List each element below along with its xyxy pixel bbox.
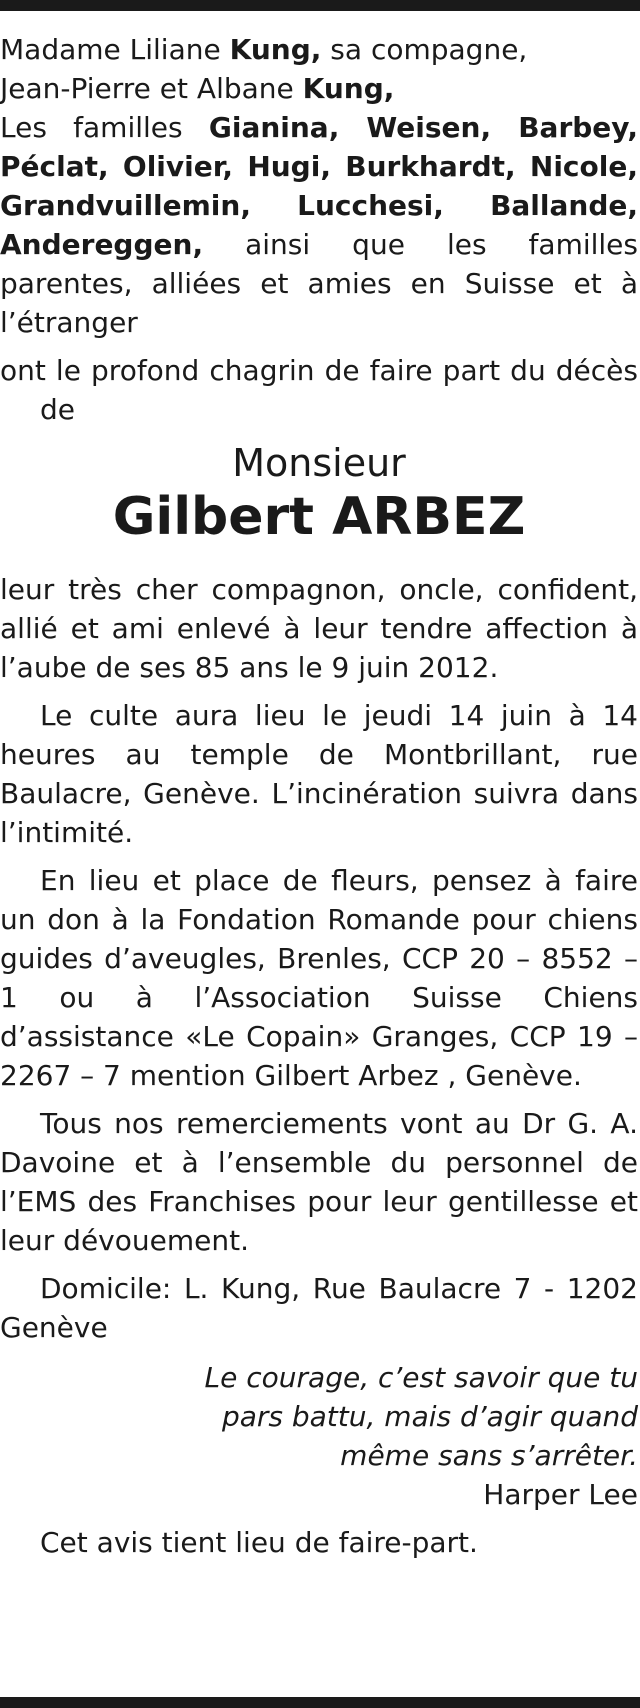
donations-paragraph: En lieu et place de fleurs, pensez à faire un don à la Fondation Romande pour chiens guides d’aveugles, Brenles, CCP 20 – 8552 – 1 ou à l’Association Suisse Chiens d’assistance «Le Copain» Granges, CCP 19 – 2267 – 7 mention Gilbert Arbez , Genève. xyxy=(0,864,638,1092)
top-border-rule xyxy=(0,0,640,11)
surname-bold: Kung, xyxy=(302,72,395,105)
quote-author: Harper Lee xyxy=(483,1478,638,1511)
bottom-border-rule xyxy=(0,1697,640,1708)
honorific-title: Monsieur xyxy=(232,441,406,485)
closing-line: Cet avis tient lieu de faire-part. xyxy=(40,1526,478,1559)
service-paragraph: Le culte aura lieu le jeudi 14 juin à 14 heures au temple de Montbrillant, rue Baulacre, Genève. L’incinération suivra dans l’intimité. xyxy=(0,699,638,849)
deceased-name: Gilbert ARBEZ xyxy=(112,487,526,547)
surname-bold: Kung, xyxy=(229,33,322,66)
mourner-line-2: Jean-Pierre et Albane Kung, xyxy=(0,72,395,105)
family-names-bold: Gianina, Weisen, Barbey, Péclat, Olivier, Hugi, Burkhardt, Nicole, Grandvuillemin, Lucchesi, Ballande, Andereggen, xyxy=(0,111,638,261)
thanks-paragraph: Tous nos remerciements vont au Dr G. A. Davoine et à l’ensemble du personnel de l’EMS des Franchises pour leur gentillesse et leur dévouement. xyxy=(0,1107,638,1257)
description-paragraph: leur très cher compagnon, oncle, confident, allié et ami enlevé à leur tendre affection à l’aube de ses 85 ans le 9 juin 2012. xyxy=(0,573,638,684)
obituary-notice xyxy=(0,30,638,1571)
epigraph-quote: Le courage, c’est savoir que tu pars battu, mais d’agir quand même sans s’arrêter. xyxy=(204,1361,638,1472)
mourner-line-1: Madame Liliane Kung, sa compagne, xyxy=(0,33,528,66)
announcement-text: ont le profond chagrin de faire part du décès de xyxy=(0,354,638,426)
families-list: Les familles Gianina, Weisen, Barbey, Péclat, Olivier, Hugi, Burkhardt, Nicole, Grandvuillemin, Lucchesi, Ballande, Andereggen, ainsi que les familles parentes, alliées et amies en Suisse et à l’étranger xyxy=(0,111,638,339)
address-paragraph: Domicile: L. Kung, Rue Baulacre 7 - 1202 Genève xyxy=(0,1272,638,1344)
